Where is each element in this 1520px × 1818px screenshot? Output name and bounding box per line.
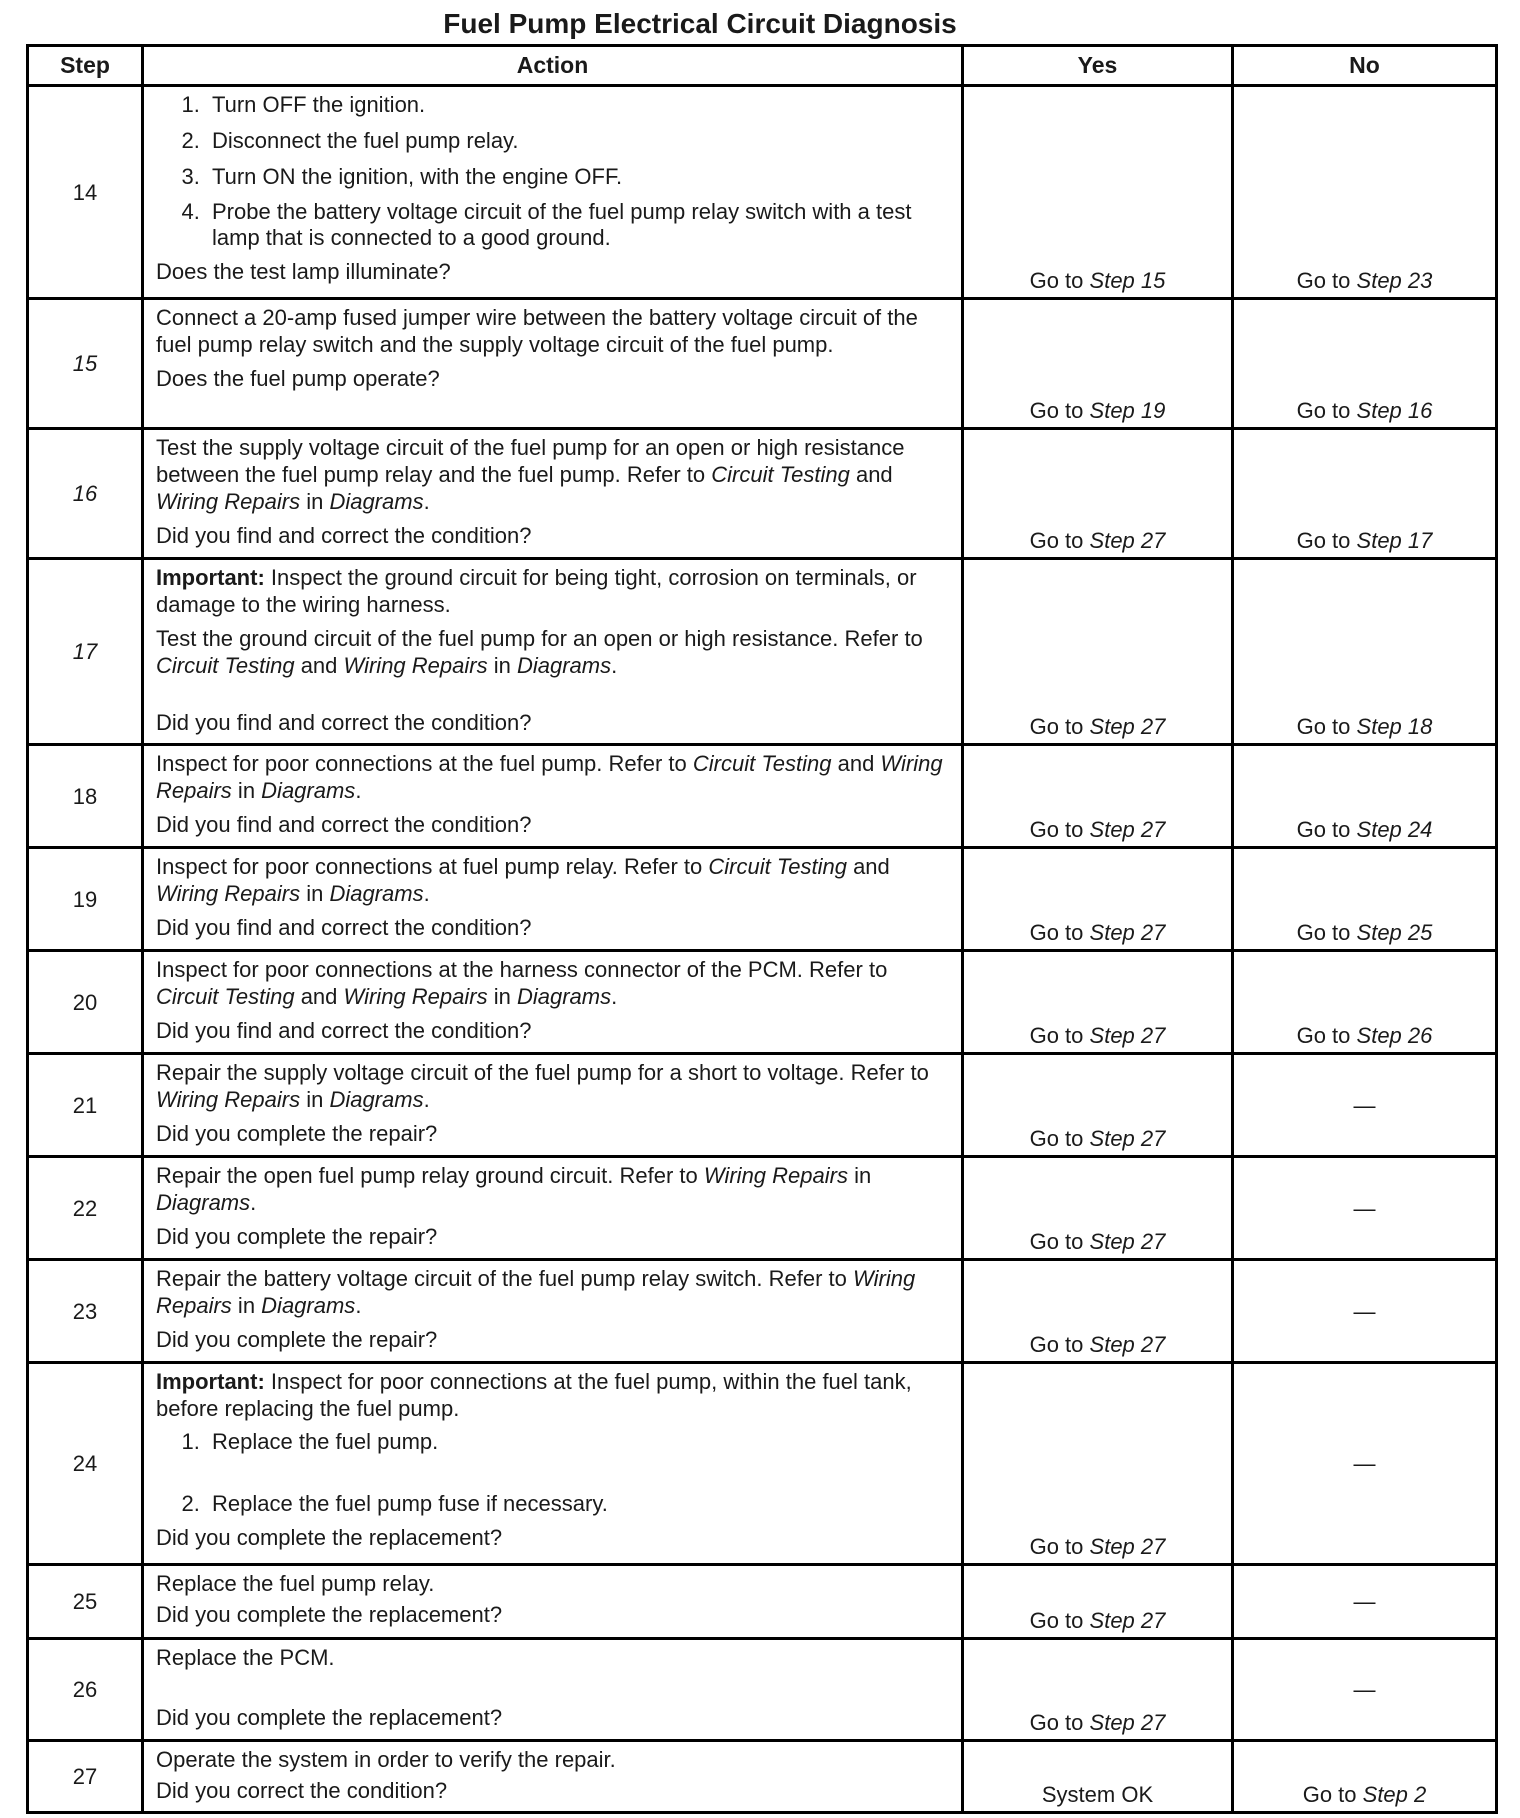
refer-to: Refer to	[809, 957, 888, 982]
ref-diagrams: Diagrams	[261, 1293, 356, 1318]
dash: —	[1353, 1298, 1376, 1324]
action-cell	[143, 429, 963, 559]
ref-wiring-repairs: Wiring Repairs	[343, 984, 488, 1009]
ref-wiring-repairs: Wiring Repairs	[703, 1163, 848, 1188]
list-item: 1. Turn OFF the ignition.	[206, 91, 951, 118]
no-target: 2	[1414, 1782, 1427, 1807]
important-note	[156, 1368, 951, 1422]
no-cell	[1233, 1054, 1497, 1157]
table-row	[28, 1741, 1497, 1813]
action-text: Replace the fuel pump relay.	[156, 1571, 435, 1596]
no-target: 16	[1407, 398, 1433, 423]
list-item: 2. Replace the fuel pump fuse if necessary.	[206, 1490, 951, 1517]
step-word: Step	[1356, 817, 1402, 842]
ref-diagrams: Diagrams	[516, 653, 612, 678]
action-question: Did you find and correct the condition?	[156, 812, 532, 837]
yes-cell	[963, 951, 1233, 1054]
go-to-label: Go to	[1029, 528, 1084, 553]
action-question: Did you complete the replacement?	[156, 1705, 503, 1730]
action-sentence: Inspect for poor connections at fuel pump relay.	[156, 854, 618, 879]
header-row	[28, 46, 1497, 86]
step-word: Step	[1356, 920, 1402, 945]
ref-diagrams: Diagrams	[261, 778, 356, 803]
ref-diagrams: Diagrams	[329, 881, 424, 906]
go-to-label: Go to	[1029, 1710, 1084, 1735]
step-number: 18	[28, 745, 143, 848]
yes-cell	[963, 1157, 1233, 1260]
step-word: Step	[1356, 268, 1402, 293]
yes-target: 27	[1140, 1332, 1166, 1357]
step-number: 17	[28, 559, 143, 745]
action-question: Does the test lamp illuminate?	[156, 259, 451, 284]
table-row	[28, 1054, 1497, 1157]
yes-target: 27	[1140, 1023, 1166, 1048]
ref-circuit-testing: Circuit Testing	[692, 751, 832, 776]
action-text: Repair the open fuel pump relay ground circuit. Refer to Wiring Repairs in Diagrams.	[156, 1163, 872, 1215]
yes-cell	[963, 848, 1233, 951]
action-question: Did you complete the repair?	[156, 1224, 438, 1249]
table-row	[28, 1260, 1497, 1363]
ref-diagrams: Diagrams	[156, 1190, 251, 1215]
step-word: Step	[1089, 1608, 1135, 1633]
step-word: Step	[1089, 528, 1135, 553]
step-word: Step	[1356, 714, 1402, 739]
yes-target: 27	[1140, 1608, 1166, 1633]
header-step: Step	[28, 46, 143, 86]
table-row	[28, 86, 1497, 299]
go-to-label: Go to	[1302, 1782, 1357, 1807]
no-cell	[1233, 1565, 1497, 1639]
ref-diagrams: Diagrams	[329, 1087, 424, 1112]
no-cell	[1233, 86, 1497, 299]
step-word: Step	[1356, 398, 1402, 423]
no-target: 18	[1407, 714, 1433, 739]
action-text: Inspect for poor connections at the fuel pump. Refer to Circuit Testing and Wiring Repairs in Diagrams.	[156, 751, 943, 803]
step-word: Step	[1089, 1710, 1135, 1735]
ref-wiring-repairs: Wiring Repairs	[156, 751, 943, 803]
yes-cell	[963, 1260, 1233, 1363]
action-text: Repair the battery voltage circuit of the fuel pump relay switch. Refer to Wiring Repairs in Diagrams.	[156, 1266, 916, 1318]
step-word: Step	[1356, 1023, 1402, 1048]
step-word: Step	[1089, 1023, 1135, 1048]
important-note	[156, 564, 951, 618]
action-cell	[143, 745, 963, 848]
yes-cell	[963, 745, 1233, 848]
go-to-label: Go to	[1029, 1126, 1084, 1151]
action-cell	[143, 1157, 963, 1260]
yes-target: 27	[1140, 1534, 1166, 1559]
ref-circuit-testing: Circuit Testing	[711, 462, 850, 487]
step-number: 23	[28, 1260, 143, 1363]
ref-circuit-testing: Circuit Testing	[156, 653, 295, 678]
action-question: Did you find and correct the condition?	[156, 1018, 532, 1043]
go-to-label: Go to	[1029, 1332, 1084, 1357]
no-cell	[1233, 1741, 1497, 1813]
step-word: Step	[1089, 1534, 1135, 1559]
go-to-label: Go to	[1296, 1023, 1351, 1048]
page-title: Fuel Pump Electrical Circuit Diagnosis	[443, 8, 957, 39]
yes-target: 27	[1140, 1229, 1166, 1254]
action-text: Replace the PCM.	[156, 1645, 335, 1670]
action-text: Connect a 20-amp fused jumper wire between the battery voltage circuit of the fuel pump relay switch and the supply voltage circuit of the fuel pump.	[156, 305, 918, 357]
header-yes: Yes	[963, 46, 1233, 86]
go-to-label: Go to	[1029, 1023, 1084, 1048]
step-number: 22	[28, 1157, 143, 1260]
action-question: Did you find and correct the condition?	[156, 710, 532, 735]
action-sentence: Test the supply voltage circuit of the fuel pump for an open or high resistance between the fuel pump relay and the fuel pump.	[156, 435, 905, 487]
no-target: 25	[1407, 920, 1433, 945]
no-cell	[1233, 559, 1497, 745]
ref-wiring-repairs: Wiring Repairs	[156, 881, 301, 906]
no-cell	[1233, 1157, 1497, 1260]
important-label: Important:	[156, 1369, 265, 1394]
table-row	[28, 559, 1497, 745]
ref-diagrams: Diagrams	[516, 984, 612, 1009]
yes-cell	[963, 559, 1233, 745]
ref-wiring-repairs: Wiring Repairs	[156, 489, 301, 514]
no-target: 17	[1407, 528, 1433, 553]
no-target: 24	[1407, 817, 1433, 842]
step-word: Step	[1089, 1126, 1135, 1151]
list-item: 1. Replace the fuel pump.	[206, 1428, 951, 1455]
no-cell	[1233, 951, 1497, 1054]
action-sentence: Repair the open fuel pump relay ground circuit.	[156, 1163, 614, 1188]
table-row	[28, 299, 1497, 429]
dash: —	[1353, 1677, 1376, 1702]
header-action: Action	[143, 46, 963, 86]
no-cell	[1233, 1639, 1497, 1741]
action-cell	[143, 1054, 963, 1157]
action-cell	[143, 1260, 963, 1363]
action-text: Test the supply voltage circuit of the fuel pump for an open or high resistance between the fuel pump relay and the fuel pump. Refer to Circuit Testing and Wiring Repairs in Diagrams.	[156, 435, 905, 514]
refer-to: Refer to	[844, 626, 923, 651]
step-word: Step	[1089, 1332, 1135, 1357]
ref-diagrams: Diagrams	[329, 489, 424, 514]
yes-target: 19	[1140, 398, 1166, 423]
action-cell	[143, 1363, 963, 1565]
action-question: Did you find and correct the condition?	[156, 915, 532, 940]
action-text: Inspect for poor connections at fuel pump relay. Refer to Circuit Testing and Wiring Repairs in Diagrams.	[156, 854, 890, 906]
no-cell	[1233, 745, 1497, 848]
table-row	[28, 429, 1497, 559]
action-text: Repair the supply voltage circuit of the fuel pump for a short to voltage. Refer to Wiring Repairs in Diagrams.	[156, 1060, 929, 1112]
go-to-label: Go to	[1029, 1534, 1084, 1559]
no-target: 23	[1407, 268, 1433, 293]
step-number: 19	[28, 848, 143, 951]
yes-target: 27	[1140, 1126, 1166, 1151]
action-cell	[143, 951, 963, 1054]
action-question: Did you find and correct the condition?	[156, 523, 532, 548]
step-number: 20	[28, 951, 143, 1054]
action-text: Operate the system in order to verify the repair.	[156, 1747, 616, 1772]
action-question: Does the fuel pump operate?	[156, 366, 440, 391]
ref-circuit-testing: Circuit Testing	[708, 854, 847, 879]
diagnosis-table	[26, 44, 1498, 1814]
action-sentence: Repair the supply voltage circuit of the fuel pump for a short to voltage.	[156, 1060, 845, 1085]
ref-wiring-repairs: Wiring Repairs	[156, 1087, 301, 1112]
refer-to: Refer to	[850, 1060, 929, 1085]
step-word: Step	[1089, 920, 1135, 945]
yes-target: 27	[1140, 714, 1166, 739]
dash: —	[1353, 1195, 1376, 1221]
go-to-label: Go to	[1029, 920, 1084, 945]
go-to-label: Go to	[1029, 714, 1084, 739]
action-cell	[143, 1565, 963, 1639]
go-to-label: Go to	[1296, 817, 1351, 842]
yes-target: 27	[1140, 1710, 1166, 1735]
action-cell	[143, 86, 963, 299]
action-question: Did you complete the replacement?	[156, 1602, 503, 1627]
list-item: 4. Probe the battery voltage circuit of the fuel pump relay switch with a test lamp that is connected to a good ground.	[206, 199, 951, 251]
yes-cell	[963, 1639, 1233, 1741]
header-no: No	[1233, 46, 1497, 86]
action-question: Did you complete the repair?	[156, 1327, 438, 1352]
go-to-label: Go to	[1296, 920, 1351, 945]
step-word: Step	[1089, 268, 1135, 293]
important-text: Inspect for poor connections at the fuel pump, within the fuel tank, before replacing the fuel pump.	[156, 1369, 912, 1421]
step-word: Step	[1089, 1229, 1135, 1254]
yes-cell	[963, 1054, 1233, 1157]
step-number: 27	[28, 1741, 143, 1813]
action-cell	[143, 1639, 963, 1741]
action-question: Did you complete the repair?	[156, 1121, 438, 1146]
action-list	[156, 91, 951, 251]
no-cell	[1233, 848, 1497, 951]
step-word: Step	[1356, 528, 1402, 553]
yes-target: 27	[1140, 528, 1166, 553]
table-row	[28, 1157, 1497, 1260]
action-question: Did you correct the condition?	[156, 1778, 448, 1803]
yes-cell	[963, 429, 1233, 559]
refer-to: Refer to	[623, 854, 703, 879]
action-sentence: Inspect for poor connections at the harness connector of the PCM.	[156, 957, 803, 982]
no-cell	[1233, 1260, 1497, 1363]
dash: —	[1353, 1451, 1376, 1476]
go-to-label: Go to	[1029, 398, 1084, 423]
yes-cell	[963, 1741, 1233, 1813]
go-to-label: Go to	[1296, 268, 1351, 293]
go-to-label: Go to	[1296, 398, 1351, 423]
yes-target: 27	[1140, 920, 1166, 945]
go-to-label: Go to	[1296, 528, 1351, 553]
step-number: 21	[28, 1054, 143, 1157]
action-cell	[143, 1741, 963, 1813]
action-text: Inspect for poor connections at the harness connector of the PCM. Refer to Circuit Testing and Wiring Repairs in Diagrams.	[156, 957, 888, 1009]
list-item: 2. Disconnect the fuel pump relay.	[206, 127, 951, 154]
action-cell	[143, 299, 963, 429]
no-cell	[1233, 429, 1497, 559]
action-text: Test the ground circuit of the fuel pump for an open or high resistance. Refer to Circuit Testing and Wiring Repairs in Diagrams.	[156, 626, 923, 678]
action-cell	[143, 848, 963, 951]
no-target: 26	[1407, 1023, 1433, 1048]
refer-to: Refer to	[768, 1266, 847, 1291]
step-number: 24	[28, 1363, 143, 1565]
action-cell	[143, 559, 963, 745]
action-sentence: Inspect for poor connections at the fuel pump.	[156, 751, 603, 776]
dash: —	[1353, 1589, 1376, 1614]
go-to-label: Go to	[1029, 817, 1084, 842]
dash: —	[1353, 1092, 1376, 1118]
yes-target: 27	[1140, 817, 1166, 842]
important-label: Important:	[156, 565, 265, 590]
step-word: Step	[1089, 714, 1135, 739]
go-to-label: Go to	[1029, 1229, 1084, 1254]
table-row	[28, 1639, 1497, 1741]
step-number: 25	[28, 1565, 143, 1639]
no-cell	[1233, 299, 1497, 429]
step-word: Step	[1089, 817, 1135, 842]
go-to-label: Go to	[1296, 714, 1351, 739]
action-sentence: Test the ground circuit of the fuel pump for an open or high resistance.	[156, 626, 839, 651]
no-cell	[1233, 1363, 1497, 1565]
action-sentence: Repair the battery voltage circuit of the fuel pump relay switch.	[156, 1266, 763, 1291]
important-text: Inspect the ground circuit for being tight, corrosion on terminals, or damage to the wiring harness.	[156, 565, 917, 617]
go-to-label: Go to	[1029, 268, 1084, 293]
table-row	[28, 951, 1497, 1054]
go-to-label: Go to	[1029, 1608, 1084, 1633]
ref-wiring-repairs: Wiring Repairs	[156, 1266, 916, 1318]
step-word: Step	[1362, 1782, 1408, 1807]
ref-circuit-testing: Circuit Testing	[156, 984, 295, 1009]
ref-wiring-repairs: Wiring Repairs	[343, 653, 488, 678]
list-item: 3. Turn ON the ignition, with the engine OFF.	[206, 163, 951, 190]
refer-to: Refer to	[619, 1163, 698, 1188]
system-ok: System OK	[1041, 1782, 1154, 1807]
step-number: 26	[28, 1639, 143, 1741]
action-list	[156, 1428, 951, 1517]
refer-to: Refer to	[608, 751, 687, 776]
yes-cell	[963, 1565, 1233, 1639]
table-row	[28, 848, 1497, 951]
step-word: Step	[1089, 398, 1135, 423]
table-row	[28, 1363, 1497, 1565]
refer-to: Refer to	[626, 462, 706, 487]
table-row	[28, 1565, 1497, 1639]
step-number: 16	[28, 429, 143, 559]
step-number: 15	[28, 299, 143, 429]
yes-cell	[963, 86, 1233, 299]
action-question: Did you complete the replacement?	[156, 1525, 503, 1550]
step-number: 14	[28, 86, 143, 299]
yes-cell	[963, 299, 1233, 429]
yes-cell	[963, 1363, 1233, 1565]
yes-target: 15	[1140, 268, 1166, 293]
table-row	[28, 745, 1497, 848]
